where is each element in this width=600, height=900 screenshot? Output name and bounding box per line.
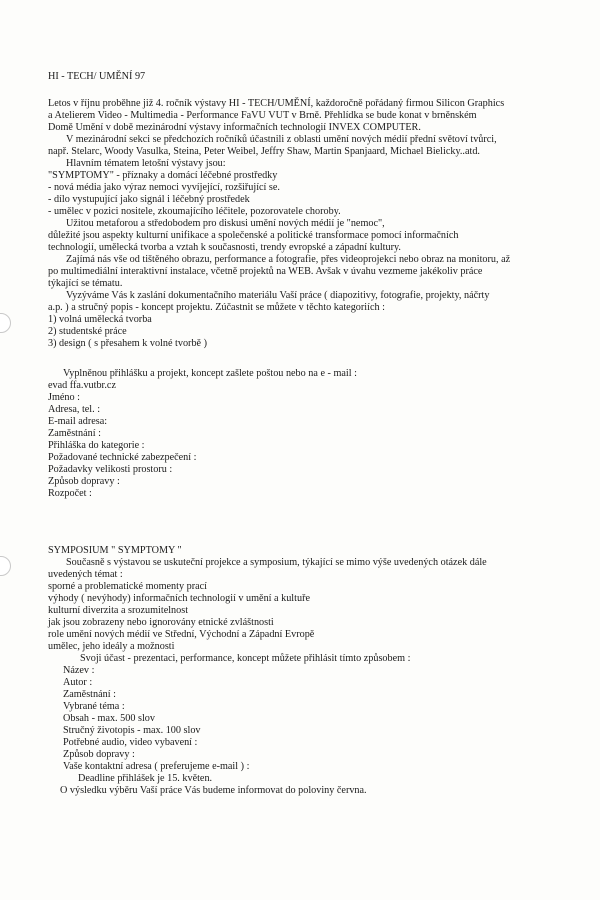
category-item: 3) design ( s přesahem k volné tvorbě ): [48, 338, 207, 349]
symposium-field-label: Zaměstnání :: [63, 689, 116, 700]
symptom-item: - umělec v pozici nositele, zkoumajícího léčitele, pozorovatele choroby.: [48, 206, 341, 217]
symposium-field-label: Vybrané téma :: [63, 701, 125, 712]
topic-item: umělec, jeho ideály a možnosti: [48, 641, 175, 652]
intro-line: Hlavním tématem letošní výstavy jsou:: [66, 158, 226, 169]
body-line: a.p. ) a stručný popis - koncept projektu. Zúčastnit se můžete v těchto kategoriích :: [48, 302, 385, 313]
category-item: 2) studentské práce: [48, 326, 127, 337]
symposium-field-label: Stručný životopis - max. 100 slov: [63, 725, 201, 736]
topic-item: role umění nových médií ve Střední, Východní a Západní Evropě: [48, 629, 315, 640]
symptom-item: - dílo vystupující jako signál i léčebný prostředek: [48, 194, 250, 205]
symposium-field-label: Potřebné audio, video vybavení :: [63, 737, 198, 748]
form-field-label: Zaměstnání :: [48, 428, 101, 439]
symposium-intro-line: uvedených témat :: [48, 569, 123, 580]
symptoms-title: "SYMPTOMY" - příznaky a domácí léčebné prostředky: [48, 170, 278, 181]
intro-line: V mezinárodní sekci se předchozích ročníků účastnili z oblasti umění nových médií přední světoví tvůrci,: [66, 134, 497, 145]
symposium-field-label: Vaše kontaktní adresa ( preferujeme e-mail ) :: [63, 761, 250, 772]
form-field-label: E-mail adresa:: [48, 416, 108, 427]
form-field-label: Požadavky velikosti prostoru :: [48, 464, 173, 475]
category-item: 1) volná umělecká tvorba: [48, 314, 152, 325]
body-line: Zajímá nás vše od tištěného obrazu, performance a fotografie, přes videoprojekci nebo obraz na monitoru, až: [66, 254, 511, 265]
intro-line: a Atelierem Video - Multimedia - Performance FaVU VUT v Brně. Přehlídka se bude konat v brněnském: [48, 110, 477, 121]
body-line: po multimediální interaktivní instalace, včetně projektů na WEB. Avšak v úvahu vezmeme jakékoliv práce: [48, 266, 483, 277]
form-field-label: Adresa, tel. :: [48, 404, 101, 415]
send-instruction: Vyplněnou přihlášku a projekt, koncept zašlete poštou nebo na e - mail :: [63, 368, 357, 379]
email-address: evad ffa.vutbr.cz: [48, 380, 116, 391]
symposium-field-label: Obsah - max. 500 slov: [63, 713, 155, 724]
body-line: důležité jsou aspekty kulturní unifikace a společenské a politické transformace pomocí informačních: [48, 230, 459, 241]
document-heading: HI - TECH/ UMĚNÍ 97: [48, 71, 146, 82]
body-line: týkající se tématu.: [48, 278, 123, 289]
form-field-label: Jméno :: [48, 392, 80, 403]
form-field-label: Požadované technické zabezpečení :: [48, 452, 197, 463]
intro-line: např. Stelarc, Woody Vasulka, Steina, Peter Weibel, Jeffry Shaw, Martin Spanjaard, Michael Bielicky..atd.: [48, 146, 480, 157]
topic-item: jak jsou zobrazeny nebo ignorovány etnické zvláštnosti: [48, 617, 274, 628]
symposium-field-label: Způsob dopravy :: [63, 749, 135, 760]
topic-item: výhody ( nevýhody) informačních technologií v umění a kultuře: [48, 593, 310, 604]
body-line: Vyzýváme Vás k zaslání dokumentačního materiálu Vaší práce ( diapozitivy, fotografie, projekty, náčrty: [66, 290, 490, 301]
closing-note: O výsledku výběru Vaší práce Vás budeme informovat do poloviny června.: [60, 785, 367, 796]
body-line: Užitou metaforou a středobodem pro diskusi umění nových médií je "nemoc",: [66, 218, 385, 229]
symposium-intro-line: Současně s výstavou se uskuteční projekce a symposium, týkající se mimo výše uvedených otázek dále: [66, 557, 487, 568]
form-field-label: Přihláška do kategorie :: [48, 440, 145, 451]
symposium-field-label: Autor :: [63, 677, 93, 688]
intro-line: Domě Umění v době mezinárodní výstavy informačních technologií INVEX COMPUTER.: [48, 122, 421, 133]
form-field-label: Způsob dopravy :: [48, 476, 120, 487]
form-field-label: Rozpočet :: [48, 488, 92, 499]
topic-item: sporné a problematické momenty prací: [48, 581, 207, 592]
symptom-item: - nová média jako výraz nemoci vyvíjející, rozšiřující se.: [48, 182, 280, 193]
body-line: technologií, umělecká tvorba a vztah k současnosti, trendy evropské a západní kultury.: [48, 242, 401, 253]
symposium-field-label: Název :: [63, 665, 95, 676]
punch-hole-mark: [0, 556, 11, 576]
register-instruction: Svoji účast - prezentaci, performance, koncept můžete přihlásit tímto způsobem :: [80, 653, 411, 664]
topic-item: kulturní diverzita a srozumitelnost: [48, 605, 189, 616]
punch-hole-mark: [0, 313, 11, 333]
deadline-note: Deadline přihlášek je 15. květen.: [78, 773, 213, 784]
intro-line: Letos v říjnu proběhne již 4. ročník výstavy HI - TECH/UMĚNÍ, každoročně pořádaný firmou Silicon Graphics: [48, 98, 505, 109]
symposium-title: SYMPOSIUM " SYMPTOMY ": [48, 545, 182, 556]
